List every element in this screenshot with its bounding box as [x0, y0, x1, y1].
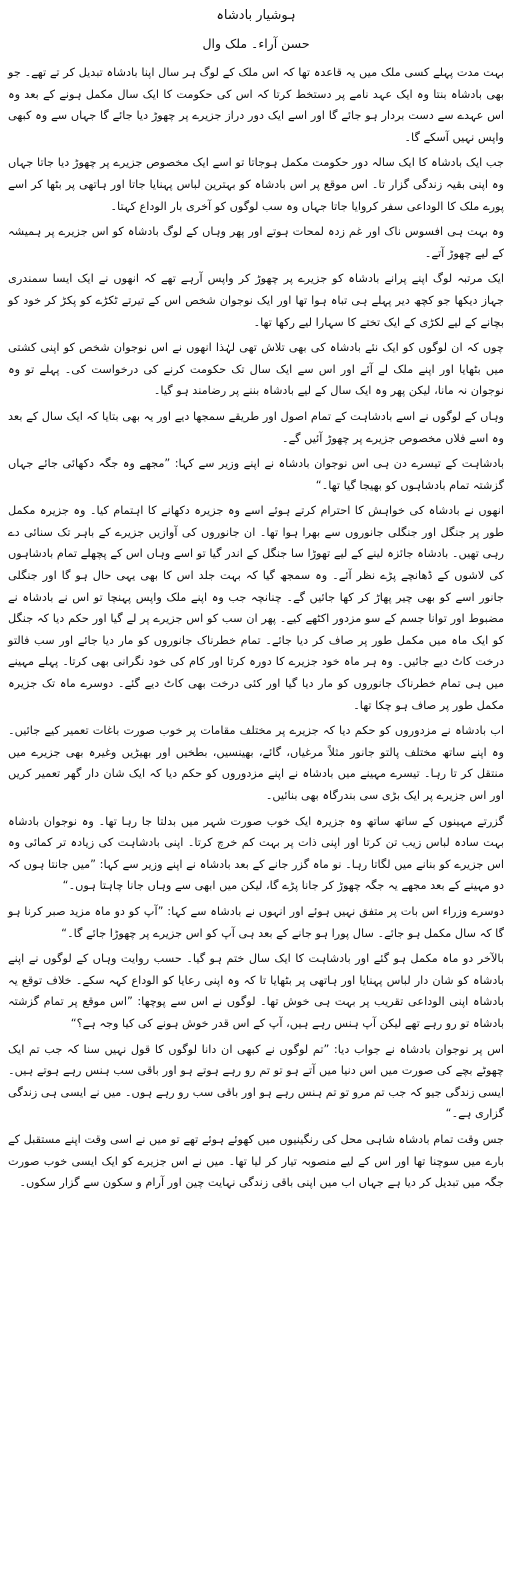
paragraph: انھوں نے بادشاہ کی خواہش کا احترام کرتے ہوئے اسے وہ جزیرہ دکھانے کا اہتمام کیا۔ وہ جزیرہ مکمل طور پر جنگل اور جنگلی جانوروں سے بھرا ہوا تھا۔ ان جانوروں کی آوازیں جزیرے کے باہر تک سنائی دے رہی تھیں۔ بادشاہ جائزہ لینے کے لیے تھوڑا سا جنگل کے اندر گیا تو اسے وہاں اس کے پچھلے تمام بادشاہوں کی لاشوں کے ڈھانچے پڑے نظر آئے۔ وہ سمجھ گیا کہ بہت جلد اس کا بھی یہی حال ہو گا اور جنگلی جانور اسے کو بھی چیر پھاڑ کر کھا جائیں گے۔ چنانچہ جب وہ اپنے ملک واپس پہنچا تو اس نے بادشاہ نے مضبوط اور توانا جسم کے سو مزدور اکٹھے کیے۔ پھر ان سب کو اس جزیرے پر لے گیا اور حکم دیا کہ جنگل کو ایک ماہ میں مکمل طور پر صاف کر دیا جائے۔ تمام خطرناک جانوروں کو مار دیا جائے اور سب فالتو درخت کاٹ دیے جائیں۔ وہ ہر ماہ خود جزیرے کا دورہ کرتا اور کام کی خود نگرانی بھی کرتا۔ پہلے مہینے میں ہی تمام خطرناک جانوروں کو مار دیا گیا اور کئی درخت بھی کاٹ دیے گئے۔ دوسرے ماہ تک جزیرہ مکمل طور پر صاف ہو چکا تھا۔	[8, 504, 504, 712]
paragraph: دوسرے وزراء اس بات پر متفق نہیں ہوئے اور انہوں نے بادشاہ سے کہا: ”آپ کو دو ماہ مزید صبر کرنا ہو گا کہ سال مکمل ہو جائے۔ سال پورا ہو جانے کے بعد ہی آپ کو اس جزیرے پر چھوڑا جائے گا۔“	[8, 904, 504, 940]
paragraph: گزرتے مہینوں کے ساتھ ساتھ وہ جزیرہ ایک خوب صورت شہر میں بدلتا جا رہا تھا۔ وہ نوجوان بادشاہ بہت سادہ لباس زیب تن کرتا اور اپنی ذات پر بہت کم خرچ کرتا۔ اپنی بادشاہت کی زیادہ تر کمائی وہ اس جزیرے کو بنانے میں لگاتا رہا۔ نو ماہ گزر جانے کے بعد بادشاہ نے اپنے وزیر سے کہا: ”میں جانتا ہوں کہ دو مہینے کے بعد مجھے یہ جگہ چھوڑ کر جانا پڑے گا، لیکن میں ابھی سے وہاں جانا چاہتا ہوں۔“	[8, 814, 504, 893]
story-title: ہوشیار بادشاہ	[216, 8, 296, 23]
paragraph: اس پر نوجوان بادشاہ نے جواب دیا: ”تم لوگوں نے کبھی ان دانا لوگوں کا قول نہیں سنا کہ جب تم ایک چھوٹے بچے کی صورت میں اس دنیا میں آتے ہو تو تم رو رہے ہوتے ہو اور باقی سب ہنس رہے ہوتے ہیں۔ ایسی زندگی جیو کہ جب تم مرو تو تم ہنس رہے ہو اور باقی سب رو رہے ہوں۔ میں نے ایسی ہی زندگی گزاری ہے۔“	[8, 1042, 504, 1121]
paragraph: بادشاہت کے تیسرے دن ہی اس نوجوان بادشاہ نے اپنے وزیر سے کہا: ”مجھے وہ جگہ دکھائی جائے جہاں گزشتہ تمام بادشاہوں کو بھیجا گیا تھا۔“	[8, 457, 504, 492]
story-author: حسن آراء۔ ملک وال	[202, 36, 310, 51]
paragraph: بالآخر دو ماہ مکمل ہو گئے اور بادشاہت کا ایک سال ختم ہو گیا۔ حسب روایت وہاں کے لوگوں نے اپنے بادشاہ کو شان دار لباس پہنایا اور ہاتھی پر بٹھایا تا کہ وہ اپنی رعایا کو الوداع کہہ سکے۔ خلاف توقع یہ بادشاہ اپنی الوداعی تقریب پر بہت ہی خوش تھا۔ لوگوں نے اس سے پوچھا: ”اس موقع پر تمام گزشتہ بادشاہ تو رو رہے تھے لیکن آپ ہنس رہے ہیں، آپ کے اس قدر خوش ہونے کی کیا وجہ ہے؟“	[8, 952, 504, 1030]
paragraph: چوں کہ ان لوگوں کو ایک نئے بادشاہ کی بھی تلاش تھی لہٰذا انھوں نے اس نوجوان شخص کو اپنی کشتی میں بٹھایا اور اپنے ملک لے آئے اور اس سے ایک سال تک حکومت کرنے کی درخواست کی۔ پہلے تو وہ نوجوان نہ مانا، لیکن پھر وہ ایک سال کے لیے بادشاہ بننے پر رضامند ہو گیا۔	[8, 341, 504, 398]
paragraph: ایک مرتبہ لوگ اپنے پرانے بادشاہ کو جزیرے پر چھوڑ کر واپس آرہے تھے کہ انھوں نے ایک ایسا سمندری جہاز دیکھا جو کچھ دیر پہلے ہی تباہ ہوا تھا اور ایک نوجوان شخص اس کے تیرتے ٹکڑے کو پکڑ کر خود کو بچانے کے لیے لکڑی کے ایک تختے کا سہارا لیے رکھا تھا۔	[8, 272, 504, 329]
paragraph: جب ایک بادشاہ کا ایک سالہ دور حکومت مکمل ہوجاتا تو اسے ایک مخصوص جزیرے پر چھوڑ دیا جاتا جہاں وہ اپنی بقیہ زندگی گزار تا۔ اس موقع پر اس بادشاہ کو بہترین لباس پہنایا جاتا اور ہاتھی پر بٹھا کر اسے پورے ملک کا الوداعی سفر کروایا جاتا جہاں وہ سب لوگوں کو آخری بار الوداع کہتا۔	[8, 156, 504, 213]
story-body	[8, 62, 504, 1194]
paragraph: جس وقت تمام بادشاہ شاہی محل کی رنگینیوں میں کھوئے ہوئے تھے تو میں نے اسی وقت اپنے مستقبل کے بارے میں سوچنا تھا اور اس کے لیے منصوبہ تیار کر لیا تھا۔ میں نے اس جزیرے کو ایک ایسی خوب صورت جگہ میں تبدیل کر دیا ہے جہاں اب میں اپنی باقی زندگی نہایت چین اور آرام و سکون سے گزار سکوں۔	[8, 1132, 504, 1190]
paragraph: اب بادشاہ نے مزدوروں کو حکم دیا کہ جزیرے پر مختلف مقامات پر خوب صورت باغات تعمیر کیے جائیں۔ وہ اپنے ساتھ مختلف پالتو جانور مثلاً مرغیاں، گائے، بھینسیں، بطخیں اور بھیڑیں وغیرہ بھی جزیرے میں منتقل کر تا رہا۔ تیسرے مہینے میں بادشاہ نے اپنے مزدوروں کو حکم دیا کہ ایک شان دار گھر تعمیر کریں اور اس جزیرے پر ایک بڑی سی بندرگاہ بھی بنائیں۔	[8, 724, 504, 802]
paragraph: وہ بہت ہی افسوس ناک اور غم زدہ لمحات ہوتے اور پھر وہاں کے لوگ بادشاہ کو اس جزیرے پر ہمیشہ کے لیے چھوڑ آتے۔	[8, 225, 504, 260]
paragraph: بہت مدت پہلے کسی ملک میں یہ قاعدہ تھا کہ اس ملک کے لوگ ہر سال اپنا بادشاہ تبدیل کر تے تھے۔ جو بھی بادشاہ بنتا وہ ایک عہد نامے پر دستخط کرتا کہ اس کی حکومت کا ایک سال مکمل ہونے کے بعد وہ اس عہدے سے دست بردار ہو جائے گا اور اسے ایک دور دراز جزیرے پر چھوڑ دیا جائے گا جہاں سے وہ کبھی واپس نہیں آسکے گا۔	[8, 66, 504, 144]
paragraph: وہاں کے لوگوں نے اسے بادشاہت کے تمام اصول اور طریقے سمجھا دیے اور یہ بھی بتایا کہ ایک سال کے بعد وہ اسے فلاں مخصوص جزیرے پر چھوڑ آئیں گے۔	[8, 409, 504, 445]
